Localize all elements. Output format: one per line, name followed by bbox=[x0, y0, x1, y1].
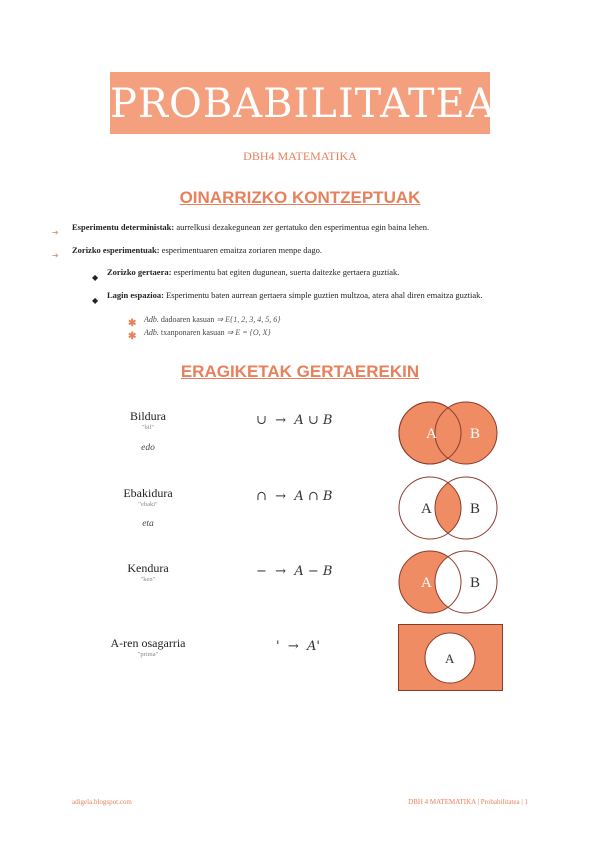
op-formula-union: ∪ → A ∪ B bbox=[256, 413, 333, 428]
op-formula-intersection: ∩ → A ∩ B bbox=[256, 489, 333, 504]
concept-subitem: Lagin espazioa: Esperimentu baten aurrean gertaera simple guztien multzoa, atera ahal diren emaitza guztiak. bbox=[107, 290, 483, 300]
diamond-bullet-icon: ◆ bbox=[92, 273, 99, 282]
op-quote-union: "bil" bbox=[141, 424, 155, 431]
op-conj-intersection: eta bbox=[142, 519, 154, 529]
op-quote-difference: "ken" bbox=[140, 576, 156, 583]
op-formula-difference: − → A − B bbox=[256, 564, 333, 579]
svg-text:A: A bbox=[421, 575, 432, 591]
concept-item: Zorizko esperimentuak: esperimentuaren emaitza zoriaren menpe dago. bbox=[72, 245, 322, 255]
venn-difference-diagram bbox=[392, 541, 504, 625]
page-subtitle: DBH4 MATEMATIKA bbox=[243, 149, 357, 163]
op-name-intersection: Ebakidura bbox=[123, 486, 173, 500]
op-quote-intersection: "ebaki" bbox=[138, 501, 158, 508]
svg-text:B: B bbox=[470, 575, 481, 591]
op-formula-complement: ' → A' bbox=[276, 639, 320, 654]
example-line: Adb. dadoaren kasuan ⇒ E{1, 2, 3, 4, 5, 6} bbox=[144, 315, 281, 324]
footer-page-info: DBH 4 MATEMATIKA | Probabilitatea | 1 bbox=[408, 798, 528, 806]
bullet-arrow-icon: ➔ bbox=[52, 251, 59, 260]
svg-text:B: B bbox=[470, 501, 481, 517]
page-title: PROBABILITATEA bbox=[110, 81, 496, 127]
svg-text:B: B bbox=[470, 426, 481, 442]
op-name-union: Bildura bbox=[130, 409, 166, 423]
svg-text:A: A bbox=[445, 651, 455, 666]
bullet-arrow-icon: ➔ bbox=[52, 228, 59, 237]
svg-text:A: A bbox=[426, 426, 437, 442]
asterisk-icon: ✱ bbox=[128, 318, 137, 329]
concepts-heading: OINARRIZKO KONTZEPTUAK bbox=[179, 188, 421, 207]
diamond-bullet-icon: ◆ bbox=[92, 296, 99, 305]
asterisk-icon: ✱ bbox=[128, 331, 137, 342]
op-quote-complement: "prima" bbox=[137, 651, 159, 658]
op-conj-union: edo bbox=[141, 443, 155, 453]
venn-intersection-diagram bbox=[392, 467, 504, 551]
concept-subitem: Zorizko gertaera: esperimentu bat egiten dugunean, suerta daitezke gertaera guztiak. bbox=[107, 267, 400, 277]
footer-site: adigela.blogspot.com bbox=[72, 798, 132, 806]
concept-item: Esperimentu deterministak: aurrelkusi dezakegunean zer gertatuko den esperimentua egin baina lehen. bbox=[72, 222, 430, 232]
example-line: Adb. txanponaren kasuan ⇒ E = {O, X} bbox=[144, 328, 271, 337]
venn-complement-diagram bbox=[398, 624, 504, 692]
venn-union-diagram bbox=[392, 392, 504, 476]
op-name-difference: Kendura bbox=[127, 561, 169, 575]
operations-heading: ERAGIKETAK GERTAEREKIN bbox=[180, 362, 420, 381]
svg-text:A: A bbox=[421, 501, 432, 517]
op-name-complement: A-ren osagarria bbox=[110, 636, 186, 650]
